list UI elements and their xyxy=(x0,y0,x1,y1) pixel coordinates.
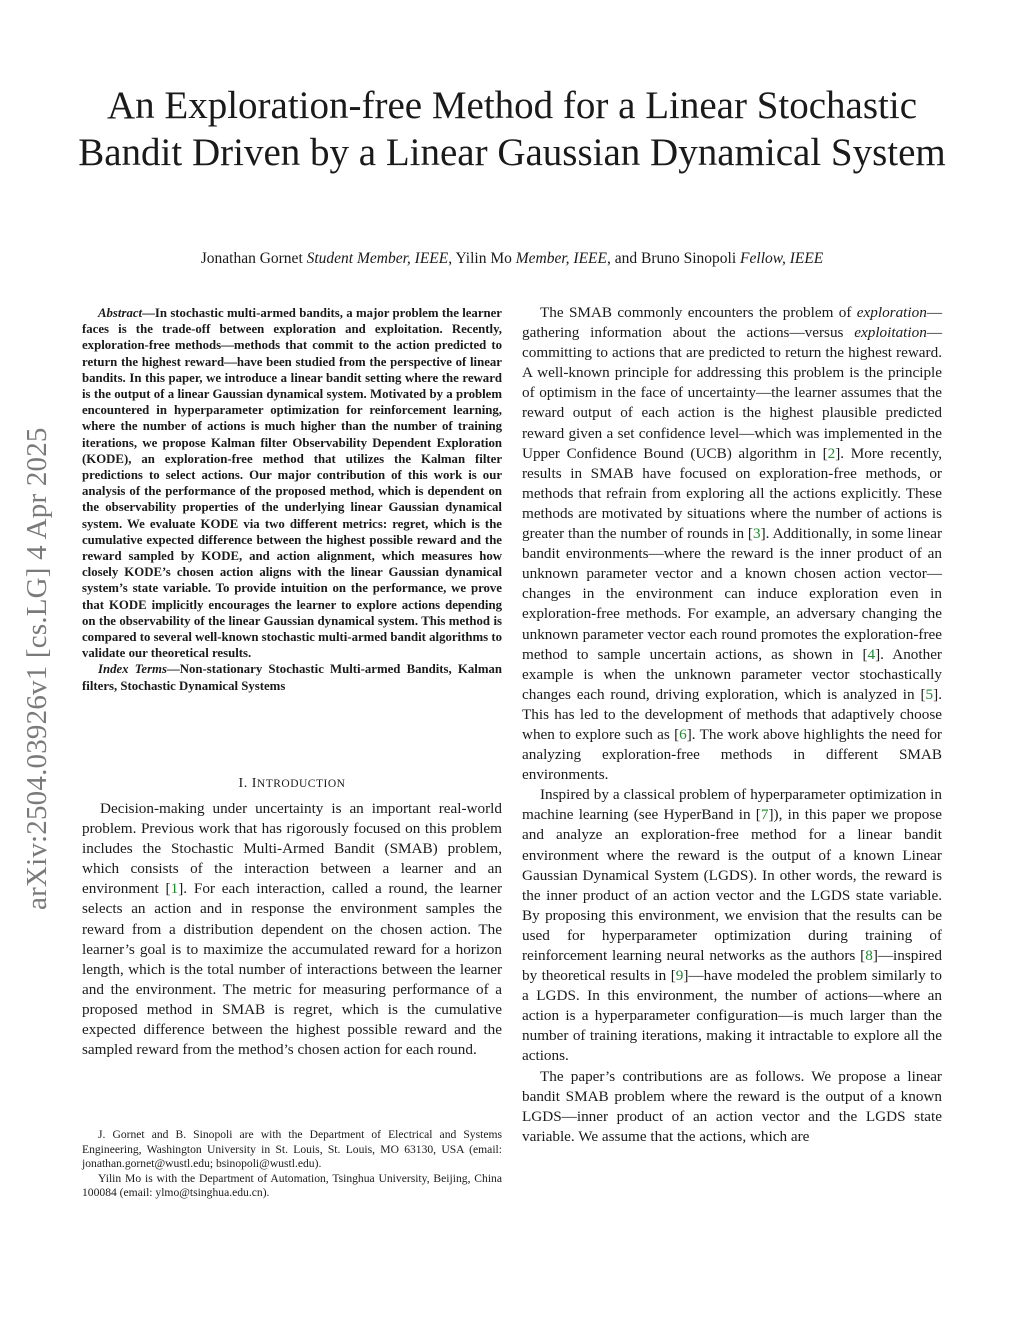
citation-link[interactable]: 2 xyxy=(827,444,836,462)
paper-title: An Exploration-free Method for a Linear Stochastic Bandit Driven by a Linear Gaussian Dynamical System xyxy=(78,84,946,174)
body-paragraph: The SMAB commonly encounters the problem of exploration—gathering information about the actions—versus exploitation—committing to actions that are predicted to return the highest reward. A well-known principle for addressing this problem is the principle of optimism in the face of uncertainty—the learner assumes that the reward output of each action is the highest plausible predicted reward given a set confidence level—which was implemented in the Upper Confidence Bound (UCB) algorithm in [2]. More recently, results in SMAB have focused on exploration-free methods, or methods that refrain from exploring all the actions explicitly. These methods are motivated by situations where the number of actions is greater than the number of rounds in [3]. Additionally, in some linear bandit environments—where the reward is the inner product of an unknown parameter vector and a known chosen action vector—changes in the environment can induce exploration even in exploration-free methods. For example, an adversary changing the unknown parameter vector each round promotes the exploration-free method to sample uncertain actions, as shown in [4]. Another example is when the unknown parameter vector stochastically changes each round, driving exploration, which is analyzed in [5]. This has led to the development of methods that adaptively choose when to explore such as [6]. The work above highlights the need for analyzing exploration-free methods in different SMAB environments. xyxy=(522,304,943,784)
author-membership: Student Member, IEEE xyxy=(306,250,449,267)
author-name: Bruno Sinopoli xyxy=(641,250,737,267)
citation-link[interactable]: 4 xyxy=(867,645,876,663)
index-terms-label: Index Terms xyxy=(98,662,167,677)
index-terms-text: Non-stationary Stochastic Multi-armed Bandits, Kalman filters, Stochastic Dynamical Systems xyxy=(82,662,502,693)
author-membership: Fellow, IEEE xyxy=(740,250,824,267)
citation-link[interactable]: 8 xyxy=(865,947,873,964)
citation-link[interactable]: 5 xyxy=(925,685,934,703)
citation-link[interactable]: 6 xyxy=(679,725,687,743)
body-paragraph: Inspired by a classical problem of hyperparameter optimization in machine learning (see HyperBand in [7]), in this paper we propose and analyze an exploration-free method for a linear bandit environment where the reward is the output of a known Linear Gaussian Dynamical System (LGDS). In other words, the reward is the inner product of an action vector and the LGDS state variable. By proposing this environment, we envision that the results can be used for hyperparameter optimization during training of reinforcement learning neural networks as the authors [8]—inspired by theoretical results in [9]—have modeled the problem similarly to a LGDS. In this environment, the number of actions—where an action is a hyperparameter configuration—is much larger than the number of training iterations, making it intractable to explore all the actions. xyxy=(522,786,942,1065)
introduction-right-column xyxy=(522,303,942,1147)
abstract-paragraph: Abstract—In stochastic multi-armed bandits, a major problem the learner faces is the trade-off between exploration and exploitation. Recently, exploration-free methods—methods that commit to the action predicted to return the highest reward—have been studied from the perspective of linear bandits. In this paper, we introduce a linear bandit setting where the reward is the output of a linear Gaussian dynamical system. Motivated by a problem encountered in hyperparameter optimization for reinforcement learning, where the number of actions is much higher than the number of training iterations, we propose Kalman filter Observability Dependent Exploration (KODE), an exploration-free method that utilizes the Kalman filter predictions to select actions. Our major contribution of this work is our analysis of the performance of the proposed method, which is dependent on the observability properties of the underlying linear Gaussian dynamical system. We evaluate KODE via two different metrics: regret, which is the cumulative expected difference between the highest possible reward and the reward sampled by KODE, and action alignment, which measures how closely KODE’s chosen action aligns with the linear Gaussian dynamical system’s state variable. To provide intuition on the performance, we prove that KODE implicitly encourages the learner to explore actions depending on the observability of the linear Gaussian dynamical system. This method is compared to several well-known stochastic multi-armed bandit algorithms to validate our theoretical results. xyxy=(82,306,502,661)
section-heading-introduction: I. INTRODUCTION xyxy=(238,776,346,791)
footnote-affiliation: J. Gornet and B. Sinopoli are with the Department of Electrical and Systems Engineering, Washington University in St. Louis, St. Louis, MO 63130, USA (email: jonathan.gornet@wustl.edu; bsinopoli@wustl.edu). xyxy=(82,1128,502,1171)
index-terms: Index Terms—Non-stationary Stochastic Multi-armed Bandits, Kalman filters, Stochastic Dynamical Systems xyxy=(82,662,502,693)
body-paragraph: The paper’s contributions are as follows. We propose a linear bandit SMAB problem where the reward is the output of a known LGDS—inner product of an action vector and the LGDS state variable. We assume that the actions, which are xyxy=(522,1067,942,1145)
citation-link[interactable]: 1 xyxy=(170,880,179,898)
introduction-left-column xyxy=(82,799,502,1060)
abstract-label: Abstract xyxy=(98,306,143,320)
author-line: Jonathan Gornet Student Member, IEEE, Yilin Mo Member, IEEE, and Bruno Sinopoli Fellow, IEEE xyxy=(200,250,824,267)
abstract-text: In stochastic multi-armed bandits, a major problem the learner faces is the trade-off between exploration and exploitation. Recently, exploration-free methods—methods that commit to the action predicted to return the highest reward—have been studied from the perspective of linear bandits. In this paper, we introduce a linear bandit setting where the reward is the output of a linear Gaussian dynamical system. Motivated by a problem encountered in hyperparameter optimization for reinforcement learning, where the number of actions is much higher than the number of training iterations, we propose Kalman filter Observability Dependent Exploration (KODE), an exploration-free method that utilizes the Kalman filter predictions to select actions. Our major contribution of this work is our analysis of the performance of the proposed method, which is dependent on the observability properties of the underlying linear Gaussian dynamical system. We evaluate KODE via two different metrics: regret, which is the cumulative expected difference between the highest possible reward and the reward sampled by KODE, and action alignment, which measures how closely KODE’s chosen action aligns with the linear Gaussian dynamical system’s state variable. To provide intuition on the performance, we prove that KODE implicitly encourages the learner to explore actions depending on the observability of the linear Gaussian dynamical system. This method is compared to several well-known stochastic multi-armed bandit algorithms to validate our theoretical results. xyxy=(82,306,502,661)
abstract-block xyxy=(82,305,502,694)
citation-link[interactable]: 7 xyxy=(760,806,769,824)
citation-link[interactable]: 3 xyxy=(753,525,761,543)
author-name: Yilin Mo xyxy=(455,250,512,267)
body-paragraph: Decision-making under uncertainty is an important real-world problem. Previous work that has rigorously focused on this problem includes the Stochastic Multi-Armed Bandit (SMAB) problem, which consists of the interaction between a learner and an environment [1]. For each interaction, called a round, the learner selects an action and in response the environment samples the reward from a distribution dependent on the chosen action. The learner’s goal is to maximize the accumulated reward for a horizon length, which is the total number of interactions between the learner and the environment. The metric for measuring performance of a proposed method in SMAB is regret, which is the cumulative expected difference between the highest possible reward and the sampled reward from the method’s chosen action for each round. xyxy=(82,800,503,1059)
arxiv-identifier-stamp: arXiv:2504.03926v1 [cs.LG] 4 Apr 2025 xyxy=(21,427,53,910)
author-membership: Member, IEEE xyxy=(515,250,607,267)
footnote-affiliation: Yilin Mo is with the Department of Automation, Tsinghua University, Beijing, China 100084 (email: ylmo@tsinghua.edu.cn). xyxy=(82,1171,502,1200)
author-name: Jonathan Gornet xyxy=(200,250,303,267)
citation-link[interactable]: 9 xyxy=(675,967,684,985)
footnotes xyxy=(82,1128,502,1201)
